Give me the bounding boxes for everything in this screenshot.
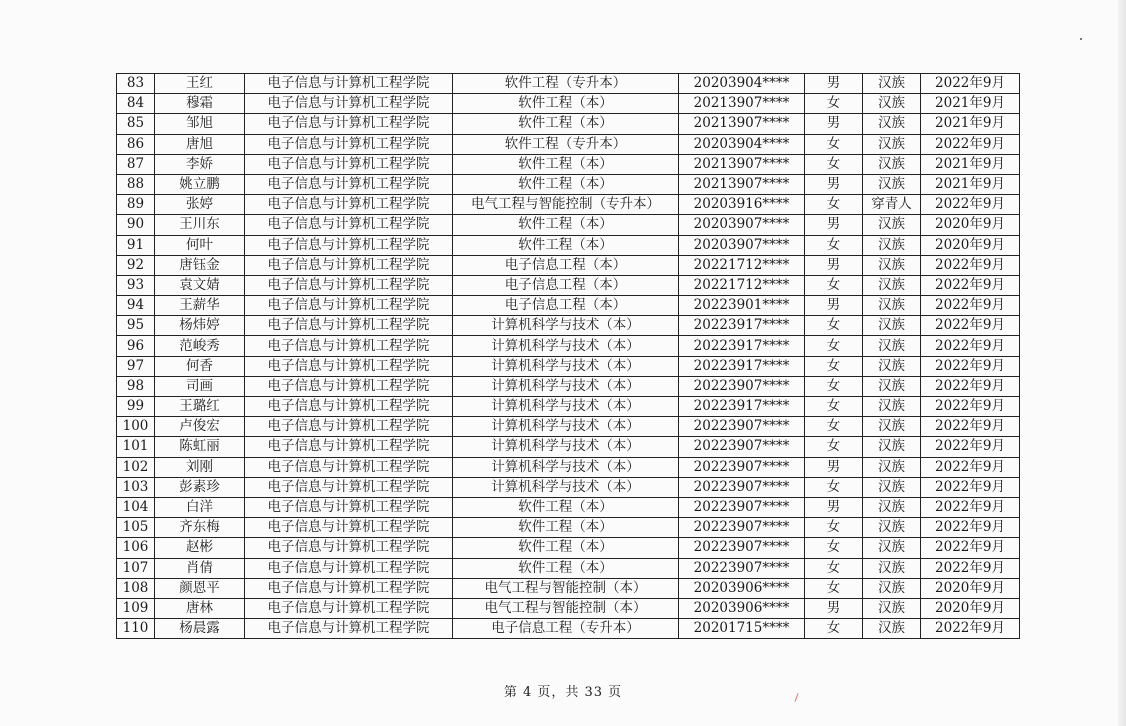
student-name: 何香 — [155, 356, 245, 376]
enrollment-date: 2022年9月 — [921, 316, 1020, 336]
ethnicity: 汉族 — [863, 316, 921, 336]
major-name: 软件工程（本） — [453, 154, 679, 174]
row-number: 86 — [117, 134, 155, 154]
student-id: 20223907**** — [679, 538, 805, 558]
college-name: 电子信息与计算机工程学院 — [245, 255, 453, 275]
gender: 女 — [805, 356, 863, 376]
college-name: 电子信息与计算机工程学院 — [245, 215, 453, 235]
row-number: 99 — [117, 397, 155, 417]
student-name: 刘刚 — [155, 457, 245, 477]
ethnicity: 汉族 — [863, 437, 921, 457]
student-id: 20223907**** — [679, 417, 805, 437]
row-number: 89 — [117, 195, 155, 215]
row-number: 109 — [117, 598, 155, 618]
college-name: 电子信息与计算机工程学院 — [245, 356, 453, 376]
enrollment-date: 2020年9月 — [921, 598, 1020, 618]
major-name: 电子信息工程（本） — [453, 275, 679, 295]
table-row — [117, 114, 1020, 134]
major-name: 软件工程（本） — [453, 114, 679, 134]
major-name: 电气工程与智能控制（专升本） — [453, 195, 679, 215]
enrollment-date: 2022年9月 — [921, 275, 1020, 295]
enrollment-date: 2021年9月 — [921, 174, 1020, 194]
row-number: 104 — [117, 497, 155, 517]
major-name: 计算机科学与技术（本） — [453, 356, 679, 376]
gender: 女 — [805, 558, 863, 578]
student-id: 20223907**** — [679, 558, 805, 578]
table-row — [117, 558, 1020, 578]
major-name: 电子信息工程（专升本） — [453, 619, 679, 639]
row-number: 106 — [117, 538, 155, 558]
gender: 女 — [805, 134, 863, 154]
student-name: 彭素珍 — [155, 477, 245, 497]
gender: 男 — [805, 174, 863, 194]
table-row — [117, 578, 1020, 598]
roster-body — [117, 74, 1020, 639]
ethnicity: 汉族 — [863, 114, 921, 134]
student-name: 范峻秀 — [155, 336, 245, 356]
major-name: 软件工程（本） — [453, 174, 679, 194]
student-id: 20223901**** — [679, 296, 805, 316]
major-name: 计算机科学与技术（本） — [453, 336, 679, 356]
college-name: 电子信息与计算机工程学院 — [245, 296, 453, 316]
student-name: 何叶 — [155, 235, 245, 255]
enrollment-date: 2022年9月 — [921, 457, 1020, 477]
major-name: 电子信息工程（本） — [453, 255, 679, 275]
table-row — [117, 437, 1020, 457]
gender: 女 — [805, 316, 863, 336]
student-name: 袁文婧 — [155, 275, 245, 295]
enrollment-date: 2022年9月 — [921, 336, 1020, 356]
student-name: 陈虹丽 — [155, 437, 245, 457]
college-name: 电子信息与计算机工程学院 — [245, 538, 453, 558]
student-name: 王川东 — [155, 215, 245, 235]
ethnicity: 汉族 — [863, 457, 921, 477]
major-name: 计算机科学与技术（本） — [453, 316, 679, 336]
gender: 女 — [805, 619, 863, 639]
enrollment-date: 2022年9月 — [921, 538, 1020, 558]
gender: 女 — [805, 518, 863, 538]
row-number: 88 — [117, 174, 155, 194]
student-id: 20213907**** — [679, 154, 805, 174]
ethnicity: 汉族 — [863, 397, 921, 417]
student-id: 20223907**** — [679, 437, 805, 457]
student-roster-table — [116, 73, 1020, 639]
student-id: 20203907**** — [679, 215, 805, 235]
college-name: 电子信息与计算机工程学院 — [245, 598, 453, 618]
gender: 男 — [805, 114, 863, 134]
college-name: 电子信息与计算机工程学院 — [245, 316, 453, 336]
table-row — [117, 154, 1020, 174]
enrollment-date: 2022年9月 — [921, 296, 1020, 316]
row-number: 108 — [117, 578, 155, 598]
student-id: 20203904**** — [679, 74, 805, 94]
major-name: 计算机科学与技术（本） — [453, 477, 679, 497]
ethnicity: 汉族 — [863, 538, 921, 558]
gender: 男 — [805, 296, 863, 316]
college-name: 电子信息与计算机工程学院 — [245, 417, 453, 437]
table-row — [117, 376, 1020, 396]
table-row — [117, 255, 1020, 275]
major-name: 软件工程（本） — [453, 235, 679, 255]
college-name: 电子信息与计算机工程学院 — [245, 336, 453, 356]
student-id: 20221712**** — [679, 275, 805, 295]
major-name: 软件工程（本） — [453, 497, 679, 517]
enrollment-date: 2022年9月 — [921, 619, 1020, 639]
gender: 男 — [805, 457, 863, 477]
ethnicity: 汉族 — [863, 336, 921, 356]
table-row — [117, 619, 1020, 639]
gender: 女 — [805, 477, 863, 497]
college-name: 电子信息与计算机工程学院 — [245, 437, 453, 457]
ethnicity: 汉族 — [863, 255, 921, 275]
gender: 女 — [805, 154, 863, 174]
enrollment-date: 2021年9月 — [921, 154, 1020, 174]
gender: 女 — [805, 275, 863, 295]
gender: 女 — [805, 336, 863, 356]
student-id: 20223907**** — [679, 497, 805, 517]
enrollment-date: 2022年9月 — [921, 255, 1020, 275]
major-name: 计算机科学与技术（本） — [453, 457, 679, 477]
student-name: 姚立鹏 — [155, 174, 245, 194]
enrollment-date: 2020年9月 — [921, 578, 1020, 598]
major-name: 计算机科学与技术（本） — [453, 397, 679, 417]
enrollment-date: 2022年9月 — [921, 518, 1020, 538]
student-name: 唐林 — [155, 598, 245, 618]
table-row — [117, 195, 1020, 215]
table-row — [117, 356, 1020, 376]
major-name: 电气工程与智能控制（本） — [453, 598, 679, 618]
table-row — [117, 174, 1020, 194]
gender: 男 — [805, 255, 863, 275]
table-row — [117, 457, 1020, 477]
college-name: 电子信息与计算机工程学院 — [245, 497, 453, 517]
student-id: 20213907**** — [679, 94, 805, 114]
major-name: 电子信息工程（本） — [453, 296, 679, 316]
table-row — [117, 497, 1020, 517]
major-name: 计算机科学与技术（本） — [453, 417, 679, 437]
table-row — [117, 316, 1020, 336]
student-id: 20203916**** — [679, 195, 805, 215]
table-row — [117, 518, 1020, 538]
row-number: 98 — [117, 376, 155, 396]
college-name: 电子信息与计算机工程学院 — [245, 114, 453, 134]
scan-speck — [1080, 38, 1082, 40]
student-name: 肖倩 — [155, 558, 245, 578]
row-number: 84 — [117, 94, 155, 114]
enrollment-date: 2021年9月 — [921, 94, 1020, 114]
table-row — [117, 235, 1020, 255]
ethnicity: 汉族 — [863, 558, 921, 578]
student-id: 20201715**** — [679, 619, 805, 639]
row-number: 100 — [117, 417, 155, 437]
enrollment-date: 2022年9月 — [921, 417, 1020, 437]
enrollment-date: 2022年9月 — [921, 134, 1020, 154]
student-id: 20221712**** — [679, 255, 805, 275]
ethnicity: 汉族 — [863, 235, 921, 255]
ethnicity: 汉族 — [863, 154, 921, 174]
gender: 女 — [805, 538, 863, 558]
ethnicity: 汉族 — [863, 619, 921, 639]
student-name: 王薪华 — [155, 296, 245, 316]
enrollment-date: 2022年9月 — [921, 497, 1020, 517]
student-id: 20223907**** — [679, 477, 805, 497]
ethnicity: 汉族 — [863, 477, 921, 497]
student-name: 白洋 — [155, 497, 245, 517]
student-name: 王璐红 — [155, 397, 245, 417]
ethnicity: 汉族 — [863, 215, 921, 235]
ethnicity: 汉族 — [863, 174, 921, 194]
student-name: 李娇 — [155, 154, 245, 174]
ethnicity: 汉族 — [863, 598, 921, 618]
row-number: 103 — [117, 477, 155, 497]
student-id: 20223907**** — [679, 518, 805, 538]
table-row — [117, 74, 1020, 94]
gender: 女 — [805, 437, 863, 457]
major-name: 计算机科学与技术（本） — [453, 437, 679, 457]
ethnicity: 汉族 — [863, 497, 921, 517]
college-name: 电子信息与计算机工程学院 — [245, 235, 453, 255]
ethnicity: 汉族 — [863, 94, 921, 114]
table-row — [117, 94, 1020, 114]
page-footer: 第 4 页，共 33 页 — [503, 685, 623, 700]
major-name: 软件工程（本） — [453, 215, 679, 235]
student-id: 20203906**** — [679, 578, 805, 598]
enrollment-date: 2021年9月 — [921, 114, 1020, 134]
enrollment-date: 2022年9月 — [921, 195, 1020, 215]
student-id: 20223917**** — [679, 397, 805, 417]
college-name: 电子信息与计算机工程学院 — [245, 457, 453, 477]
student-id: 20203907**** — [679, 235, 805, 255]
table-row — [117, 296, 1020, 316]
ethnicity: 汉族 — [863, 518, 921, 538]
table-row — [117, 134, 1020, 154]
student-name: 邹旭 — [155, 114, 245, 134]
college-name: 电子信息与计算机工程学院 — [245, 518, 453, 538]
student-id: 20213907**** — [679, 114, 805, 134]
major-name: 计算机科学与技术（本） — [453, 376, 679, 396]
table-row — [117, 538, 1020, 558]
gender: 男 — [805, 74, 863, 94]
gender: 女 — [805, 195, 863, 215]
row-number: 95 — [117, 316, 155, 336]
student-name: 卢俊宏 — [155, 417, 245, 437]
student-name: 齐东梅 — [155, 518, 245, 538]
table-row — [117, 397, 1020, 417]
student-id: 20223917**** — [679, 336, 805, 356]
table-row — [117, 417, 1020, 437]
college-name: 电子信息与计算机工程学院 — [245, 376, 453, 396]
college-name: 电子信息与计算机工程学院 — [245, 275, 453, 295]
student-id: 20223907**** — [679, 457, 805, 477]
enrollment-date: 2022年9月 — [921, 376, 1020, 396]
row-number: 110 — [117, 619, 155, 639]
student-name: 唐钰金 — [155, 255, 245, 275]
major-name: 软件工程（本） — [453, 94, 679, 114]
gender: 男 — [805, 497, 863, 517]
row-number: 101 — [117, 437, 155, 457]
major-name: 软件工程（本） — [453, 558, 679, 578]
table-row — [117, 598, 1020, 618]
major-name: 软件工程（本） — [453, 538, 679, 558]
major-name: 软件工程（本） — [453, 518, 679, 538]
table-row — [117, 275, 1020, 295]
row-number: 94 — [117, 296, 155, 316]
row-number: 83 — [117, 74, 155, 94]
row-number: 96 — [117, 336, 155, 356]
major-name: 电气工程与智能控制（本） — [453, 578, 679, 598]
gender: 男 — [805, 215, 863, 235]
enrollment-date: 2020年9月 — [921, 215, 1020, 235]
table-row — [117, 215, 1020, 235]
gender: 男 — [805, 598, 863, 618]
table-row — [117, 336, 1020, 356]
gender: 女 — [805, 578, 863, 598]
ethnicity: 汉族 — [863, 376, 921, 396]
ethnicity: 汉族 — [863, 417, 921, 437]
college-name: 电子信息与计算机工程学院 — [245, 195, 453, 215]
student-id: 20223917**** — [679, 356, 805, 376]
enrollment-date: 2022年9月 — [921, 74, 1020, 94]
ethnicity: 汉族 — [863, 296, 921, 316]
student-name: 杨晨露 — [155, 619, 245, 639]
enrollment-date: 2022年9月 — [921, 356, 1020, 376]
student-name: 唐旭 — [155, 134, 245, 154]
student-id: 20213907**** — [679, 174, 805, 194]
ethnicity: 汉族 — [863, 578, 921, 598]
student-name: 杨炜婷 — [155, 316, 245, 336]
row-number: 97 — [117, 356, 155, 376]
table-row — [117, 477, 1020, 497]
college-name: 电子信息与计算机工程学院 — [245, 397, 453, 417]
row-number: 102 — [117, 457, 155, 477]
scan-edge — [1118, 0, 1126, 726]
college-name: 电子信息与计算机工程学院 — [245, 619, 453, 639]
enrollment-date: 2022年9月 — [921, 558, 1020, 578]
student-id: 20223907**** — [679, 376, 805, 396]
row-number: 92 — [117, 255, 155, 275]
ethnicity: 穿青人 — [863, 195, 921, 215]
ethnicity: 汉族 — [863, 275, 921, 295]
ethnicity: 汉族 — [863, 74, 921, 94]
major-name: 软件工程（专升本） — [453, 134, 679, 154]
ethnicity: 汉族 — [863, 134, 921, 154]
college-name: 电子信息与计算机工程学院 — [245, 134, 453, 154]
college-name: 电子信息与计算机工程学院 — [245, 154, 453, 174]
student-name: 王红 — [155, 74, 245, 94]
college-name: 电子信息与计算机工程学院 — [245, 558, 453, 578]
student-name: 司画 — [155, 376, 245, 396]
row-number: 90 — [117, 215, 155, 235]
enrollment-date: 2022年9月 — [921, 397, 1020, 417]
college-name: 电子信息与计算机工程学院 — [245, 477, 453, 497]
enrollment-date: 2022年9月 — [921, 477, 1020, 497]
gender: 女 — [805, 376, 863, 396]
row-number: 93 — [117, 275, 155, 295]
student-name: 张婷 — [155, 195, 245, 215]
row-number: 107 — [117, 558, 155, 578]
student-name: 赵彬 — [155, 538, 245, 558]
college-name: 电子信息与计算机工程学院 — [245, 578, 453, 598]
student-id: 20223917**** — [679, 316, 805, 336]
student-name: 颜恩平 — [155, 578, 245, 598]
row-number: 105 — [117, 518, 155, 538]
gender: 女 — [805, 235, 863, 255]
college-name: 电子信息与计算机工程学院 — [245, 74, 453, 94]
gender: 女 — [805, 397, 863, 417]
row-number: 85 — [117, 114, 155, 134]
student-id: 20203904**** — [679, 134, 805, 154]
row-number: 87 — [117, 154, 155, 174]
gender: 女 — [805, 94, 863, 114]
enrollment-date: 2020年9月 — [921, 235, 1020, 255]
college-name: 电子信息与计算机工程学院 — [245, 174, 453, 194]
gender: 女 — [805, 417, 863, 437]
row-number: 91 — [117, 235, 155, 255]
student-name: 穆霜 — [155, 94, 245, 114]
major-name: 软件工程（专升本） — [453, 74, 679, 94]
student-id: 20203906**** — [679, 598, 805, 618]
college-name: 电子信息与计算机工程学院 — [245, 94, 453, 114]
ethnicity: 汉族 — [863, 356, 921, 376]
enrollment-date: 2022年9月 — [921, 437, 1020, 457]
